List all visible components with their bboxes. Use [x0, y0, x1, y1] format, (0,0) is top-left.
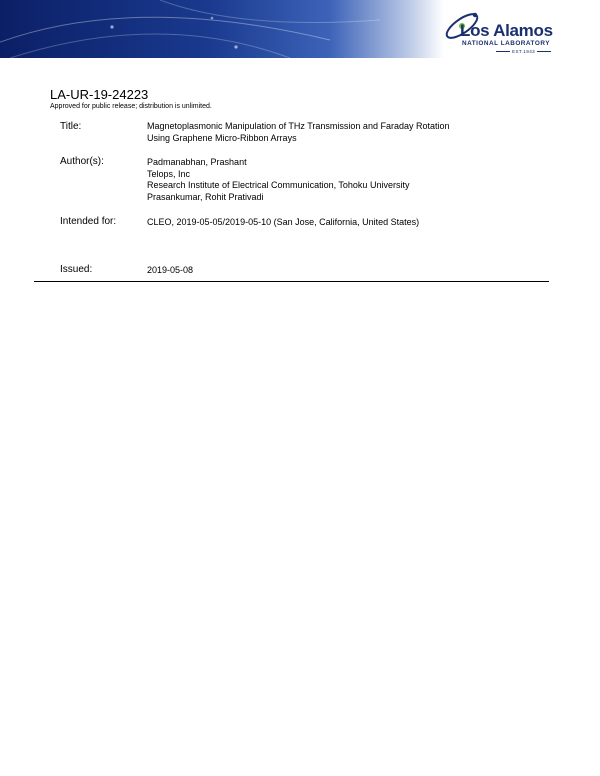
lanl-logo [442, 6, 560, 58]
title-line: Magnetoplasmonic Manipulation of THz Transmission and Faraday Rotation [147, 121, 450, 131]
release-note: Approved for public release; distribution is unlimited. [50, 103, 212, 110]
intended-value: CLEO, 2019-05-05/2019-05-10 (San Jose, California, United States) [147, 217, 420, 227]
report-number: LA-UR-19-24223 [50, 87, 149, 102]
issued-value: 2019-05-08 [147, 265, 194, 275]
title-label: Title: [60, 121, 82, 132]
issued-label: Issued: [60, 264, 93, 275]
divider [34, 281, 549, 282]
authors-label: Author(s): [60, 156, 104, 167]
author-line: Telops, Inc [147, 168, 191, 179]
title-value [147, 121, 450, 144]
logo-established: EST.1943 [494, 50, 553, 55]
author-line: Padmanabhan, Prashant [147, 157, 247, 167]
authors-value [147, 157, 409, 203]
author-line: Prasankumar, Rohit Prativadi [147, 191, 264, 202]
logo-subtitle: NATIONAL LABORATORY [462, 40, 550, 47]
title-line: Using Graphene Micro-Ribbon Arrays [147, 132, 297, 143]
logo-name: Los Alamos [460, 21, 553, 40]
header-banner [0, 0, 600, 58]
author-line: Research Institute of Electrical Communication, Tohoku University [147, 180, 410, 190]
intended-label: Intended for: [60, 216, 117, 227]
